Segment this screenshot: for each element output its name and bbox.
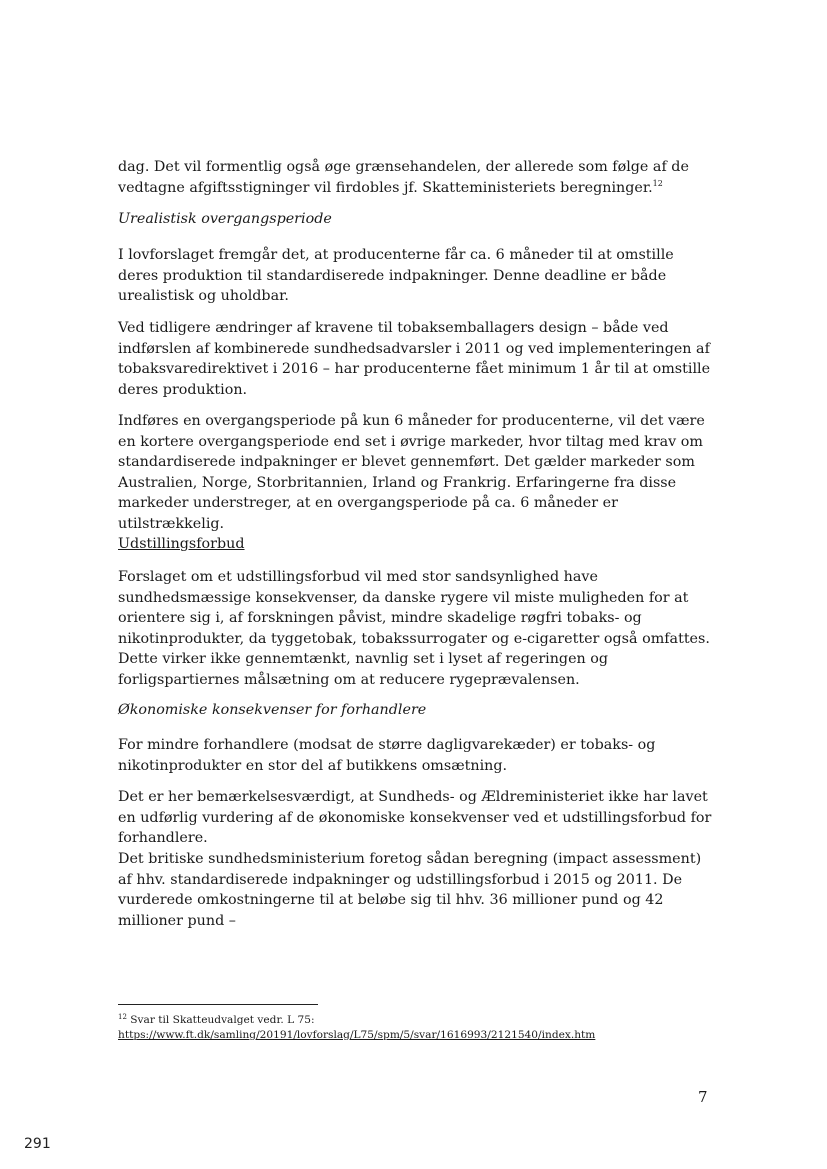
paragraph-continuation: [118, 157, 718, 198]
footnote-reference[interactable]: 12: [652, 178, 663, 188]
paragraph: I lovforslaget fremgår det, at producenterne får ca. 6 måneder til at omstille deres produktion til standardiserede indpakninger. Denne deadline er både urealistisk og uholdbar.: [118, 247, 674, 305]
paragraph-text: dag. Det vil formentlig også øge grænsehandelen, der allerede som følge af de vedtagne afgiftsstigninger vil firdobles jf. Skatteministeriets beregninger.: [118, 159, 689, 196]
paragraph: Det britiske sundhedsministerium foretog sådan beregning (impact assessment) af hhv. standardiserede indpakninger og udstillingsforbud i 2015 og 2011. De vurderede omkostningerne til at beløbe sig til hhv. 36 millioner pund og 42 millioner pund –: [118, 851, 702, 929]
footnote-number: 12: [118, 1013, 127, 1021]
footnote: [118, 1013, 718, 1043]
paragraph: Forslaget om et udstillingsforbud vil med stor sandsynlighed have sundhedsmæssige konsekvenser, da danske rygere vil miste muligheden for at orientere sig i, af forskningen påvist, mindre skadelige røgfri tobaks- og nikotinprodukter, da tyggetobak, tobakssurrogater og e-cigaretter også omfattes. Dette virker ikke gennemtænkt, navnlig set i lyset af regeringen og forligspartiernes målsætning om at reducere rygeprævalensen.: [118, 569, 710, 688]
section-heading-overgangsperiode: Urealistisk overgangsperiode: [118, 211, 332, 227]
paragraph: For mindre forhandlere (modsat de større dagligvarekæder) er tobaks- og nikotinprodukter en stor del af butikkens omsætning.: [118, 737, 656, 774]
footnote-text: Svar til Skatteudvalget vedr. L 75:: [130, 1014, 315, 1026]
paragraph: Indføres en overgangsperiode på kun 6 måneder for producenterne, vil det være en kortere overgangsperiode end set i øvrige markeder, hvor tiltag med krav om standardiserede indpakninger er blevet gennemført. Det gælder markeder som Australien, Norge, Storbritannien, Irland og Frankrig. Erfaringerne fra disse markeder understreger, at en overgangsperiode på ca. 6 måneder er utilstrækkelig.: [118, 413, 705, 532]
footnote-link[interactable]: https://www.ft.dk/samling/20191/lovforslag/L75/spm/5/svar/1616993/2121540/index.htm: [118, 1029, 596, 1041]
page-number: 7: [698, 1088, 708, 1106]
paragraph: Det er her bemærkelsesværdigt, at Sundheds- og Ældreministeriet ikke har lavet en udførlig vurdering af de økonomiske konsekvenser ved et udstillingsforbud for forhandlere.: [118, 789, 712, 847]
section-heading-udstillingsforbud: Udstillingsforbud: [118, 536, 245, 552]
footnote-line: [118, 1013, 718, 1028]
footnote-separator: [118, 1004, 318, 1005]
section-heading-okonomiske-konsekvenser: Økonomiske konsekvenser for forhandlere: [118, 702, 427, 718]
page-stamp-number: 291: [24, 1136, 51, 1152]
paragraph: Ved tidligere ændringer af kravene til tobaksemballagers design – både ved indførslen af kombinerede sundhedsadvarsler i 2011 og ved implementeringen af tobaksvaredirektivet i 2016 – har producenterne fået minimum 1 år til at omstille deres produktion.: [118, 320, 711, 398]
